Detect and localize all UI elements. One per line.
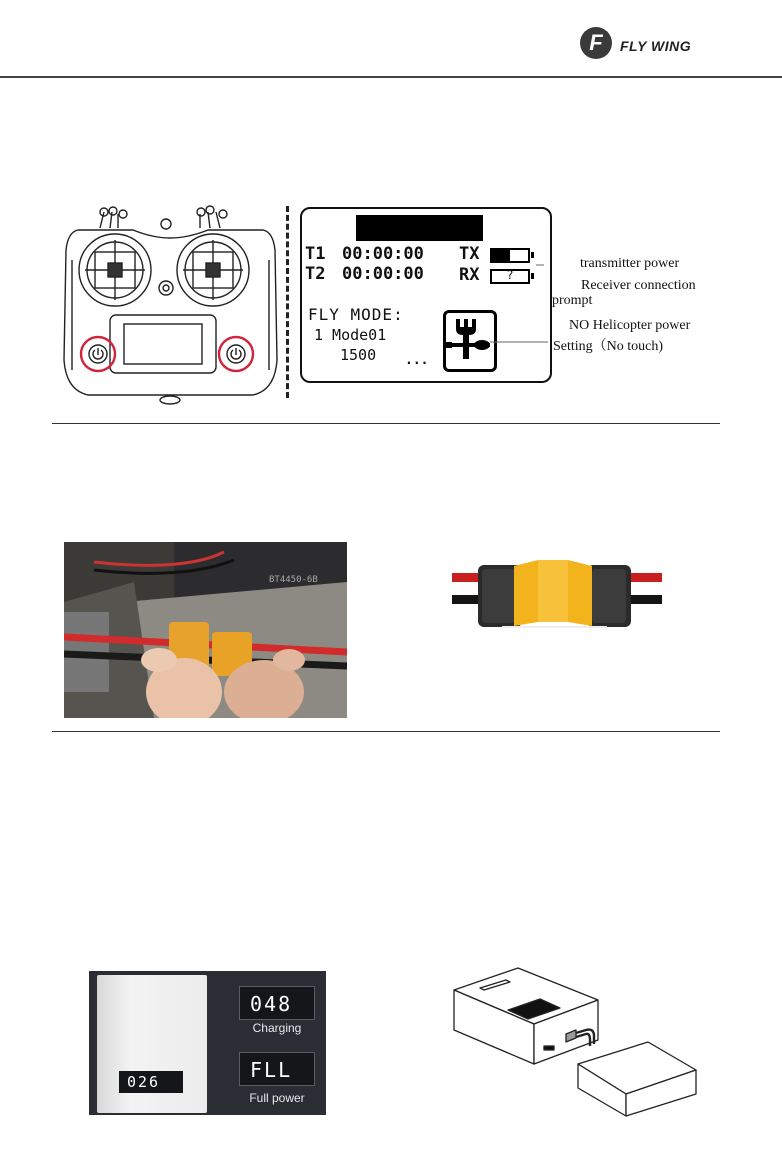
charger-full-power-label: Full power <box>249 1091 305 1105</box>
brand-logo <box>580 27 612 59</box>
charger-bottom-display <box>239 1052 315 1086</box>
charger-battery-illustration <box>448 960 702 1130</box>
lcd-rx-label: RX <box>459 265 480 285</box>
lcd-t2-time: 00:00:00 <box>342 264 424 284</box>
lcd-t1-label: T1 <box>305 244 326 264</box>
callout-receiver-line1: Receiver connection <box>581 278 696 293</box>
callout-receiver-line2: prompt <box>552 293 593 308</box>
rx-unknown-symbol: ? <box>506 268 514 282</box>
callout-leaders <box>486 260 556 350</box>
brand-name: FLY WING <box>620 38 692 54</box>
dashed-separator <box>286 206 289 398</box>
transmitter-illustration <box>58 200 283 405</box>
lcd-mode-value: 1500 <box>340 346 377 364</box>
charger-small-display-value: 026 <box>127 1073 161 1091</box>
callout-heli-line2: Setting（No touch) <box>553 339 664 354</box>
lcd-tx-label: TX <box>459 244 480 264</box>
header-divider <box>0 76 782 78</box>
lcd-title-bar <box>356 215 483 241</box>
lcd-t1-time: 00:00:00 <box>342 244 424 264</box>
section-divider-1 <box>52 423 720 424</box>
svg-text:BT4450-6B: BT4450-6B <box>269 575 318 585</box>
section-divider-2 <box>52 731 720 732</box>
callout-heli-line1: NO Helicopter power <box>569 318 691 333</box>
charger-display-photo <box>89 971 326 1115</box>
charger-small-display <box>119 1071 183 1093</box>
callout-transmitter-power: transmitter power <box>580 256 680 271</box>
charger-top-display-value: 048 <box>250 992 293 1016</box>
charger-charging-label: Charging <box>252 1021 302 1035</box>
lcd-ellipsis: ... <box>405 353 429 368</box>
xt-connector-illustration <box>442 556 667 668</box>
logo-letter: F <box>589 30 603 55</box>
charger-top-display <box>239 986 315 1020</box>
charger-bottom-display-value: FLL <box>250 1058 293 1082</box>
connector-plugging-photo <box>64 542 347 718</box>
lcd-t2-label: T2 <box>305 264 326 284</box>
lcd-fly-mode-label: FLY MODE: <box>308 305 404 324</box>
lcd-mode-line: 1 Mode01 <box>314 326 387 344</box>
